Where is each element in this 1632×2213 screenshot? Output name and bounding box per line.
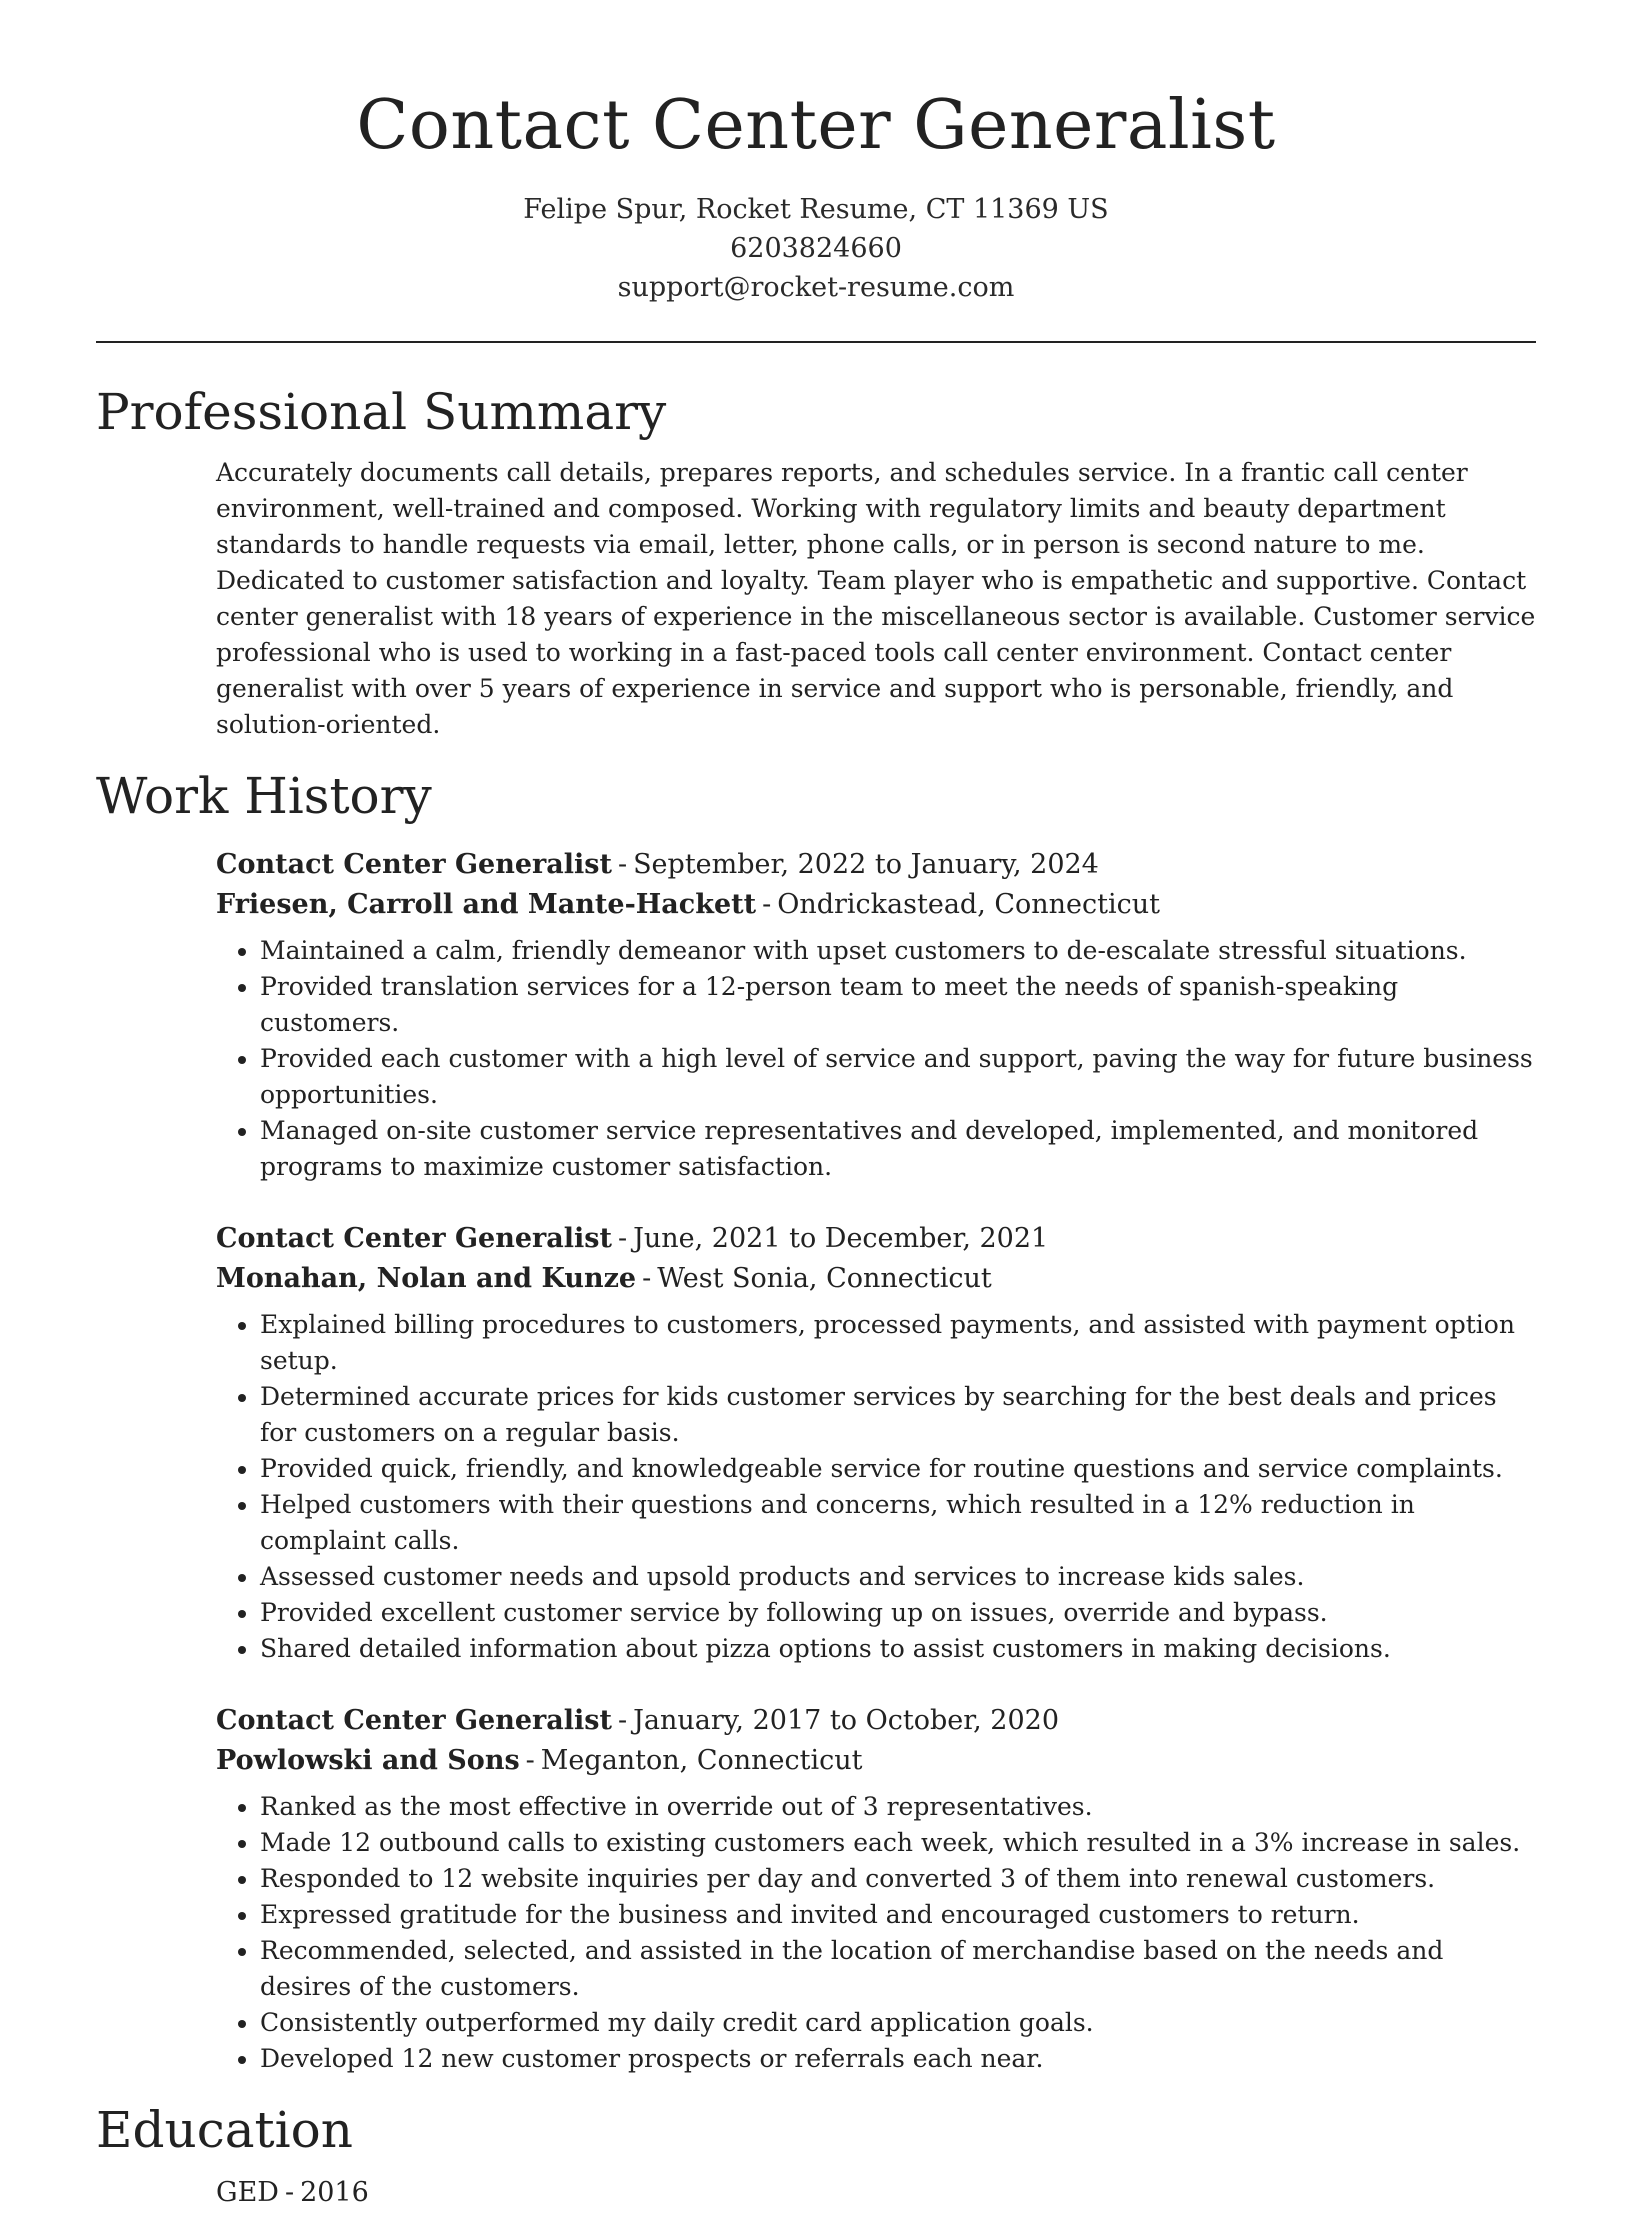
job-separator: - [525,1745,535,1776]
bullet-item: • Expressed gratitude for the business and invited and encouraged customers to return. [260,1897,1536,1933]
job-dates: September, 2022 to January, 2024 [633,849,1099,880]
summary-section [96,381,1536,743]
summary-body [216,455,1536,743]
job-company-line [216,1741,1536,1781]
bullet-item: • Provided translation services for a 12-person team to meet the needs of spanish-speaking customers. [260,969,1536,1041]
education-list [216,2173,1536,2213]
job-separator: - [762,889,772,920]
resume-header [96,0,1536,307]
job-entry [216,845,1536,1185]
education-entry [216,2173,1536,2213]
education-separator: - [284,2177,295,2208]
job-company-line [216,885,1536,925]
bullet-item: • Maintained a calm, friendly demeanor with upset customers to de-escalate stressful situations. [260,933,1536,969]
bullet-item: • Assessed customer needs and upsold products and services to increase kids sales. [260,1559,1536,1595]
contact-phone: 6203824660 [730,233,902,264]
bullet-item: • Helped customers with their questions and concerns, which resulted in a 12% reduction in complaint calls. [260,1487,1536,1559]
bullet-item: • Made 12 outbound calls to existing customers each week, which resulted in a 3% increase in sales. [260,1825,1536,1861]
job-dates: January, 2017 to October, 2020 [633,1705,1060,1736]
bullet-item: • Provided each customer with a high level of service and support, paving the way for future business opportunities. [260,1041,1536,1113]
job-title: Contact Center Generalist [216,849,612,880]
job-entry [216,1701,1536,2077]
job-dates: June, 2021 to December, 2021 [633,1223,1049,1254]
bullet-item: • Provided quick, friendly, and knowledgeable service for routine questions and service complaints. [260,1451,1536,1487]
contact-info [96,190,1536,307]
bullet-item: • Shared detailed information about pizza options to assist customers in making decisions. [260,1631,1536,1667]
job-title-line [216,1219,1536,1259]
bullet-item: • Ranked as the most effective in override out of 3 representatives. [260,1789,1536,1825]
education-heading: Education [96,2101,353,2159]
job-title-line [216,845,1536,885]
education-year: 2016 [300,2177,369,2208]
bullet-item: • Responded to 12 website inquiries per day and converted 3 of them into renewal customers. [260,1861,1536,1897]
bullet-item: • Explained billing procedures to customers, processed payments, and assisted with payment option setup. [260,1307,1536,1379]
job-title: Contact Center Generalist [216,1705,612,1736]
job-bullets [216,1789,1536,2077]
job-separator: - [617,1223,628,1254]
summary-heading: Professional Summary [96,383,667,441]
job-company-line [216,1259,1536,1299]
job-separator: - [642,1263,652,1294]
bullet-item: • Consistently outperformed my daily credit card application goals. [260,2005,1536,2041]
job-separator: - [617,849,628,880]
contact-address: Felipe Spur, Rocket Resume, CT 11369 US [523,194,1109,225]
resume-page [96,0,1536,2213]
job-bullets [216,1307,1536,1667]
job-title: Contact Center Generalist [216,1223,612,1254]
job-location: West Sonia, Connecticut [657,1263,992,1294]
contact-email: support@rocket-resume.com [617,272,1015,303]
job-title-line [216,1701,1536,1741]
job-bullets [216,933,1536,1185]
resume-title: Contact Center Generalist [356,86,1276,165]
bullet-item: • Recommended, selected, and assisted in the location of merchandise based on the needs and desires of the customers. [260,1933,1536,2005]
education-degree: GED [216,2177,279,2208]
summary-text: Accurately documents call details, prepares reports, and schedules service. In a frantic call center environment, well-trained and composed. Working with regulatory limits and beauty department standards to handle requests via email, letter, phone calls, or in person is second nature to me. Dedicated to customer satisfaction and loyalty. Team player who is empathetic and supportive. Contact center generalist with 18 years of experience in the miscellaneous sector is available. Customer service professional who is used to working in a fast-paced tools call center environment. Contact center generalist with over 5 years of experience in service and support who is personable, friendly, and solution-oriented. [216,458,1536,739]
job-location: Ondrickastead, Connecticut [777,889,1161,920]
job-company: Friesen, Carroll and Mante-Hackett [216,889,757,920]
job-location: Meganton, Connecticut [540,1745,863,1776]
job-company: Powlowski and Sons [216,1745,520,1776]
bullet-item: • Managed on-site customer service representatives and developed, implemented, and monitored programs to maximize customer satisfaction. [260,1113,1536,1185]
job-entry [216,1219,1536,1667]
work-history-heading: Work History [96,767,432,825]
education-section [96,2099,1536,2213]
jobs-list [216,845,1536,2077]
job-separator: - [617,1705,628,1736]
job-company: Monahan, Nolan and Kunze [216,1263,637,1294]
bullet-item: • Developed 12 new customer prospects or referrals each near. [260,2041,1536,2077]
bullet-item: • Provided excellent customer service by following up on issues, override and bypass. [260,1595,1536,1631]
header-divider [96,341,1536,343]
bullet-item: • Determined accurate prices for kids customer services by searching for the best deals and prices for customers on a regular basis. [260,1379,1536,1451]
work-history-section [96,765,1536,2077]
